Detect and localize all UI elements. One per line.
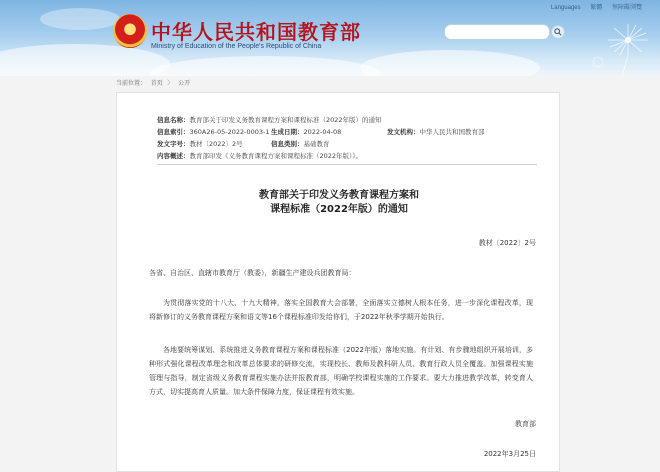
breadcrumb [116, 78, 193, 87]
traditional-chinese-link[interactable]: 繁體 [590, 5, 603, 11]
meta-row-index [157, 126, 537, 138]
breadcrumb-public-link[interactable]: 公开 [178, 81, 191, 87]
cloud-decoration [0, 44, 170, 76]
index-value: 360A26-05-2022-0003-1 [189, 128, 270, 136]
doc-no-label: 发文字号： [157, 140, 190, 148]
paragraph-2: 各地要统筹谋划、系统推进义务教育课程方案和课程标准（2022年版）落地实施。有计划、有步骤地组织开展培训，多种形式强化课程改革理念和改革总体要求的研修交流，实现校长、教师及教科研人员、教育行政人员全覆盖。加强课程实施管理与指导，制定省级义务教育课程实施办法并报教育部，明确学校课程实施的工作要求。要大力推进教学改革，转变育人方式，切实提高育人质量。加大条件保障力度，保证课程有效实施。 [149, 346, 533, 396]
cloud-decoration [150, 56, 380, 76]
document-number: 教材〔2022〕2号 [478, 239, 536, 247]
site-title[interactable]: 中华人民共和国教育部 [151, 20, 361, 44]
document-panel [116, 92, 560, 472]
paragraph-1: 为贯彻落实党的十八大、十九大精神，落实全国教育大会部署，全面落实立德树人根本任务，进一步深化课程改革，现将新修订的义务教育课程方案和语文等16个课程标准印发给你们，于2022年秋季学期开始执行。 [149, 299, 533, 321]
category-value: 基础教育 [303, 140, 330, 148]
summary-label: 内容概述： [157, 152, 190, 160]
accessibility-link[interactable]: 無障礙浏覽 [611, 5, 642, 11]
gen-date-value: 2022-04-08 [303, 128, 342, 136]
info-name-value: 教育部关于印发义务教育课程方案和课程标准（2022年版）的通知 [189, 116, 382, 124]
cloud-decoration [40, 8, 120, 30]
national-emblem-icon[interactable] [113, 14, 147, 48]
search-button[interactable] [551, 25, 565, 39]
index-label: 信息索引： [157, 128, 190, 136]
dandelion-decoration [578, 22, 654, 76]
search-input[interactable] [444, 24, 550, 40]
breadcrumb-home-link[interactable]: 首页 [150, 81, 163, 87]
cloud-decoration [360, 50, 540, 76]
salutation: 各省、自治区、直辖市教育厅（教委），新疆生产建设兵团教育局： [149, 269, 356, 277]
search-icon [554, 28, 562, 36]
issuer-label: 发文机构： [387, 128, 420, 136]
gen-date-label: 生成日期： [271, 128, 304, 136]
document-title-line-2: 课程标准（2022年版）的通知 [270, 204, 408, 215]
top-links [543, 2, 642, 11]
meta-row-summary [157, 150, 537, 162]
signature: 教育部 [515, 420, 536, 428]
category-label: 信息类别： [271, 140, 304, 148]
breadcrumb-separator: 〉 [167, 81, 174, 87]
meta-row-docno [157, 138, 537, 150]
doc-no-value: 教材〔2022〕2号 [189, 140, 243, 148]
info-name-label: 信息名称： [157, 116, 190, 124]
site-header [0, 0, 660, 76]
breadcrumb-label: 当前位置： [116, 81, 147, 87]
document-title-line-1: 教育部关于印发义务教育课程方案和 [259, 190, 419, 201]
issuer-value: 中华人民共和国教育部 [419, 128, 485, 136]
document-metadata [157, 114, 537, 165]
site-subtitle: Ministry of Education of the People's Republic of China [151, 43, 322, 50]
languages-link[interactable]: Languages [550, 5, 581, 11]
document-date: 2022年3月25日 [483, 450, 536, 458]
meta-row-name [157, 114, 537, 126]
summary-value: 教育部印发《义务教育课程方案和课程标准（2022年版）》。 [189, 152, 363, 160]
